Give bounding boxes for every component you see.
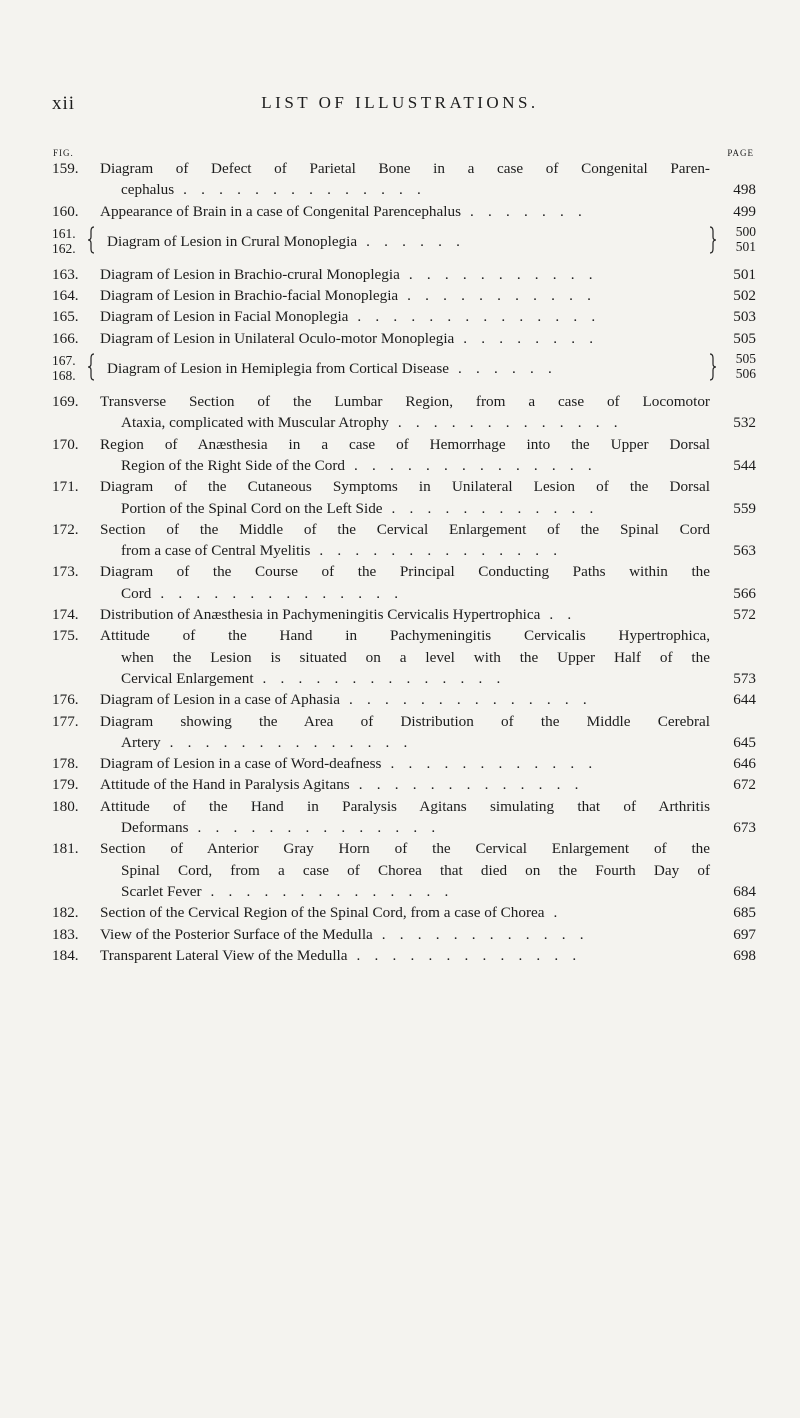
page-number: 645 xyxy=(733,733,756,751)
caption-line xyxy=(100,306,710,327)
caption-line xyxy=(100,519,710,540)
caption-line xyxy=(100,328,710,349)
caption-text: Attitude of the Hand in Paralysis Agitans simulating that of Arthritis xyxy=(100,797,710,815)
list-entry xyxy=(52,774,756,795)
page-number: 566 xyxy=(733,584,756,602)
figure-number: 167. xyxy=(52,353,76,369)
page-number: 646 xyxy=(733,755,756,773)
caption-line xyxy=(100,604,710,625)
caption-line xyxy=(100,711,710,732)
caption-line xyxy=(121,455,710,476)
caption-text: Transparent Lateral View of the Medulla xyxy=(100,946,348,964)
figure-number: 179. xyxy=(52,776,79,794)
list-entry xyxy=(52,625,756,689)
caption-line xyxy=(121,817,710,838)
caption-text: from a case of Central Myelitis xyxy=(121,542,311,560)
caption-text: Attitude of the Hand in Paralysis Agitans xyxy=(100,776,350,794)
caption-text: Cervical Enlargement xyxy=(121,669,254,687)
list-entry xyxy=(52,158,756,201)
entry-caption xyxy=(100,796,710,839)
figure-number: 172. xyxy=(52,520,79,538)
leader-dots: . xyxy=(544,904,563,922)
list-entry xyxy=(52,604,756,625)
leader-dots: . . xyxy=(540,606,577,624)
caption-text: Distribution of Anæsthesia in Pachymeningitis Cervicalis Hypertrophica xyxy=(100,606,541,624)
entry-caption xyxy=(100,711,710,754)
caption-line xyxy=(100,689,710,710)
caption-line xyxy=(100,201,710,222)
page-numbers xyxy=(722,351,756,381)
caption-line xyxy=(121,412,710,433)
page-number: xii xyxy=(52,93,76,114)
leader-dots: . . . . . . . . . . . . . . xyxy=(151,584,404,602)
figure-number: 174. xyxy=(52,606,79,624)
caption-line xyxy=(100,158,710,179)
figure-number: 170. xyxy=(52,435,79,453)
caption-text: Region of Anæsthesia in a case of Hemorrhage into the Upper Dorsal xyxy=(100,435,710,453)
leader-dots: . . . . . . . . . . . xyxy=(399,265,598,283)
fig-column-label: FIG. xyxy=(53,148,74,158)
page-number: 532 xyxy=(733,414,756,432)
leader-dots: . . . . . . . . xyxy=(454,329,599,347)
figure-number: 173. xyxy=(52,563,79,581)
list-entry xyxy=(52,201,756,222)
page-header xyxy=(0,93,800,117)
caption-text: View of the Posterior Surface of the Medulla xyxy=(100,925,373,943)
caption-text: Appearance of Brain in a case of Congenital Parencephalus xyxy=(100,202,461,220)
caption-line xyxy=(100,434,710,455)
entry-caption xyxy=(100,945,710,966)
figure-number: 163. xyxy=(52,265,79,283)
page-number: 505 xyxy=(735,351,756,367)
caption-text: Diagram of Lesion in Brachio-facial Monoplegia xyxy=(100,287,399,305)
caption-line xyxy=(100,753,710,774)
page-number: 498 xyxy=(733,181,756,199)
page-column-label: PAGE xyxy=(727,148,754,158)
list-entry xyxy=(52,689,756,710)
list-entry xyxy=(52,306,756,327)
list-entry xyxy=(52,519,756,562)
list-entry xyxy=(52,264,756,285)
figure-number: 182. xyxy=(52,904,79,922)
caption-text: Portion of the Spinal Cord on the Left Side xyxy=(121,499,383,517)
leader-dots: . . . . . . . . . . . . . . xyxy=(160,733,413,751)
entry-caption xyxy=(100,519,710,562)
caption-text: Diagram of Lesion in Unilateral Oculo-motor Monoplegia xyxy=(100,329,455,347)
entry-caption xyxy=(100,604,710,625)
caption-text: Spinal Cord, from a case of Chorea that died on the Fourth Day of xyxy=(121,861,710,879)
entry-caption xyxy=(100,774,710,795)
leader-dots: . . . . . . . . . . . . xyxy=(382,499,599,517)
leader-dots: . . . . . . . . . . . . . . xyxy=(201,882,454,900)
page-number: 573 xyxy=(733,669,756,687)
left-brace xyxy=(88,353,94,381)
entry-caption xyxy=(100,391,710,434)
leader-dots: . . . . . . . . . . . . . . xyxy=(339,691,592,709)
caption-line xyxy=(100,945,710,966)
figure-number: 181. xyxy=(52,840,79,858)
leader-dots: . . . . . . . . . . . . . . xyxy=(310,542,563,560)
caption-line xyxy=(100,264,710,285)
leader-dots: . . . . . . . . . . . xyxy=(398,287,597,305)
leader-dots: . . . . . . . . . . . . xyxy=(372,925,589,943)
leader-dots: . . . . . . . . . . . . . xyxy=(388,414,623,432)
caption-line xyxy=(121,540,710,561)
caption-text: Section of the Middle of the Cervical Enlargement of the Spinal Cord xyxy=(100,520,710,538)
left-brace xyxy=(88,226,94,254)
figure-number: 178. xyxy=(52,755,79,773)
page-number: 506 xyxy=(735,366,756,382)
caption-line xyxy=(121,583,710,604)
caption-line xyxy=(100,476,710,497)
caption-text: Diagram of Lesion in a case of Aphasia xyxy=(100,691,340,709)
caption-line xyxy=(100,924,710,945)
entry-caption xyxy=(100,201,710,222)
list-entry-grouped xyxy=(52,349,756,391)
figure-number: 183. xyxy=(52,925,79,943)
leader-dots: . . . . . . . . . . . . . . xyxy=(253,669,506,687)
entry-caption xyxy=(100,838,710,902)
figure-number: 171. xyxy=(52,478,79,496)
page-number: 499 xyxy=(733,202,756,220)
caption-text: Diagram showing the Area of Distribution of the Middle Cerebral xyxy=(100,712,710,730)
figure-number: 168. xyxy=(52,368,76,384)
caption-line xyxy=(100,774,710,795)
leader-dots: . . . . . . . . . . . . . . xyxy=(188,819,441,837)
caption-line xyxy=(121,647,710,668)
caption-line xyxy=(121,668,710,689)
entry-caption xyxy=(100,689,710,710)
entry-caption xyxy=(100,434,710,477)
list-entry xyxy=(52,328,756,349)
leader-dots: . . . . . . . . . . . . . . xyxy=(174,181,427,199)
figure-number: 177. xyxy=(52,712,79,730)
figure-number: 169. xyxy=(52,393,79,411)
leader-dots: . . . . . . . . . . . . . xyxy=(349,776,584,794)
right-brace xyxy=(710,353,716,381)
page-number: 697 xyxy=(733,925,756,943)
caption-text: Scarlet Fever xyxy=(121,882,202,900)
caption-line xyxy=(121,881,710,902)
leader-dots: . . . . . . . . . . . . xyxy=(381,755,598,773)
entry-caption xyxy=(100,328,710,349)
page-number: 644 xyxy=(733,691,756,709)
page-number: 673 xyxy=(733,819,756,837)
page-number: 559 xyxy=(733,499,756,517)
page-number: 685 xyxy=(733,904,756,922)
caption-text: Diagram of the Cutaneous Symptoms in Unilateral Lesion of the Dorsal xyxy=(100,478,710,496)
entry-caption xyxy=(100,924,710,945)
figure-number: 184. xyxy=(52,946,79,964)
entry-caption xyxy=(100,285,710,306)
caption-line xyxy=(121,860,710,881)
leader-dots: . . . . . . . . . . . . . . xyxy=(345,456,597,474)
caption-text: Region of the Right Side of the Cord xyxy=(121,456,345,474)
list-entry xyxy=(52,753,756,774)
list-entry xyxy=(52,476,756,519)
illustration-list xyxy=(52,158,756,966)
figure-number: 162. xyxy=(52,240,76,256)
list-entry xyxy=(52,924,756,945)
caption-text: Artery xyxy=(121,733,161,751)
page-number: 672 xyxy=(733,776,756,794)
list-entry xyxy=(52,285,756,306)
page-number: 684 xyxy=(733,882,756,900)
figure-numbers xyxy=(52,226,92,256)
page-number: 500 xyxy=(735,223,756,239)
figure-number: 166. xyxy=(52,329,79,347)
caption-text: Diagram of the Course of the Principal Conducting Paths within the xyxy=(100,563,710,581)
entry-caption: Diagram of Lesion in Hemiplegia from Cortical Disease . . . . . . xyxy=(107,360,558,378)
caption-text: Section of Anterior Gray Horn of the Cervical Enlargement of the xyxy=(100,840,710,858)
figure-numbers xyxy=(52,353,92,383)
list-entry xyxy=(52,945,756,966)
page-numbers xyxy=(722,224,756,254)
leader-dots: . . . . . . . . . . . . . . xyxy=(348,308,601,326)
page-number: 698 xyxy=(733,946,756,964)
entry-caption xyxy=(100,625,710,689)
figure-number: 180. xyxy=(52,797,79,815)
caption-text: Diagram of Defect of Parietal Bone in a case of Congenital Paren- xyxy=(100,160,710,177)
list-entry xyxy=(52,838,756,902)
entry-caption xyxy=(100,476,710,519)
caption-text: Deformans xyxy=(121,819,189,837)
page-number: 501 xyxy=(735,238,756,254)
caption-line xyxy=(100,561,710,582)
list-entry xyxy=(52,796,756,839)
caption-text: Section of the Cervical Region of the Spinal Cord, from a case of Chorea xyxy=(100,904,545,922)
figure-number: 161. xyxy=(52,225,76,241)
page-number: 502 xyxy=(733,287,756,305)
leader-dots: . . . . . . . xyxy=(460,202,587,220)
leader-dots: . . . . . . . . . . . . . xyxy=(347,946,582,964)
figure-number: 165. xyxy=(52,308,79,326)
entry-caption xyxy=(100,306,710,327)
caption-text: Diagram of Lesion in a case of Word-deafness xyxy=(100,755,382,773)
caption-text: Diagram of Lesion in Brachio-crural Monoplegia xyxy=(100,265,400,283)
caption-text: cephalus xyxy=(121,181,175,199)
list-entry xyxy=(52,711,756,754)
figure-number: 175. xyxy=(52,627,79,645)
running-title: LIST OF ILLUSTRATIONS. xyxy=(261,93,539,112)
caption-line xyxy=(121,732,710,753)
caption-line xyxy=(100,625,710,646)
page-number: 544 xyxy=(733,456,756,474)
figure-number: 159. xyxy=(52,160,79,177)
list-entry xyxy=(52,434,756,477)
caption-text: Cord xyxy=(121,584,152,602)
caption-line xyxy=(121,179,710,200)
caption-line xyxy=(100,285,710,306)
caption-text: Transverse Section of the Lumbar Region, from a case of Locomotor xyxy=(100,393,710,411)
figure-number: 176. xyxy=(52,691,79,709)
page-number: 503 xyxy=(733,308,756,326)
entry-caption xyxy=(100,753,710,774)
page-number: 563 xyxy=(733,542,756,560)
entry-caption xyxy=(100,264,710,285)
list-entry xyxy=(52,561,756,604)
list-entry-grouped xyxy=(52,222,756,264)
page-number: 572 xyxy=(733,606,756,624)
caption-line xyxy=(100,838,710,859)
figure-number: 164. xyxy=(52,287,79,305)
caption-line xyxy=(100,391,710,412)
caption-text: Diagram of Lesion in Facial Monoplegia xyxy=(100,308,349,326)
caption-text: Ataxia, complicated with Muscular Atrophy xyxy=(121,414,389,432)
entry-caption xyxy=(100,902,710,923)
leader-dots: . . . . . . xyxy=(449,360,558,378)
entry-caption xyxy=(100,561,710,604)
leader-dots: . . . . . . xyxy=(357,232,466,250)
list-entry xyxy=(52,391,756,434)
figure-number: 160. xyxy=(52,202,79,220)
caption-line xyxy=(100,796,710,817)
caption-line xyxy=(100,902,710,923)
entry-caption: Diagram of Lesion in Crural Monoplegia . . . . . . xyxy=(107,232,466,250)
page-number: 505 xyxy=(733,329,756,347)
entry-caption xyxy=(100,158,710,201)
caption-line xyxy=(121,498,710,519)
list-entry xyxy=(52,902,756,923)
caption-text: when the Lesion is situated on a level with the Upper Half of the xyxy=(121,648,710,666)
right-brace xyxy=(710,226,716,254)
page-number: 501 xyxy=(733,265,756,283)
caption-text: Attitude of the Hand in Pachymeningitis Cervicalis Hypertrophica, xyxy=(100,627,710,645)
